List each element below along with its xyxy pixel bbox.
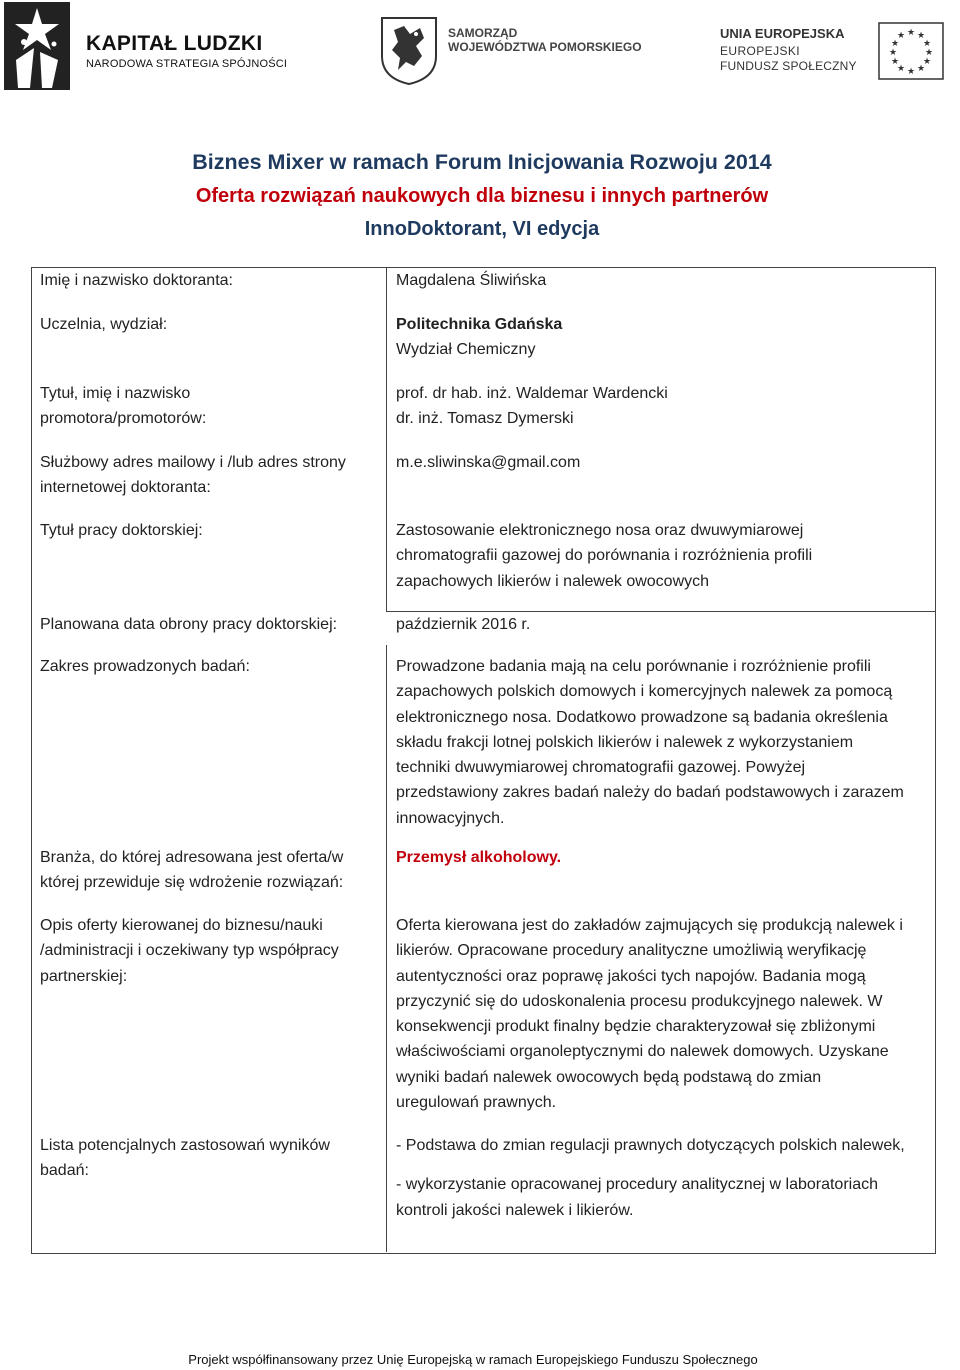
value-line: elektronicznego nosa. Dodatkowo prowadzone są badania określenia [396,708,888,726]
griffin-crest-icon [380,16,438,86]
eu-line1: UNIA EUROPEJSKA [720,26,845,41]
value-line: techniki dwuwymiarowej chromatografii gazowej. Powyżej [396,759,806,777]
value-line: innowacyjnych. [396,809,505,827]
industry-value: Przemysł alkoholowy. [396,849,562,866]
row-value [386,449,936,517]
label-line: której przewiduje się wdrożenie rozwiązań: [40,874,344,892]
svg-text:★: ★ [896,64,906,74]
row-value [386,517,936,611]
label-line: Zakres prowadzonych badań: [40,658,250,675]
label-line: Tytuł, imię i nazwisko [40,385,191,402]
value-line: przedstawiony zakres badań należy do badań podstawowych i zarazem [396,784,904,802]
value-line: Wydział Chemiczny [396,341,536,359]
kapital-ludzki-subtitle: NARODOWA STRATEGIA SPÓJNOŚCI [86,58,288,70]
value-line: autentyczności oraz poprawę jakości tych napojów. Badania mogą [396,967,866,985]
svg-text:★: ★ [888,48,898,58]
table-row [31,1131,936,1252]
label-line: promotora/promotorów: [40,410,207,428]
svg-text:★: ★ [896,31,906,41]
row-label [31,449,386,517]
row-label [31,311,386,380]
label-line: Branża, do której adresowana jest oferta/w [40,849,344,866]
row-value [386,645,936,841]
row-label [31,910,386,1131]
table-row [31,517,936,611]
row-label [31,267,386,311]
table-row [31,311,936,380]
value-line: - wykorzystanie opracowanej procedury analitycznej w laboratoriach [396,1176,879,1194]
value-line: likierów. Opracowane procedury analityczne umożliwią weryfikację [396,942,867,960]
value-line: właściwościami organoleptycznymi do nalewek domowych. Uzyskane [396,1043,889,1061]
label-line: Lista potencjalnych zastosowań wyników [40,1137,330,1154]
footer-note: Projekt współfinansowany przez Unię Europejską w ramach Europejskiego Funduszu Społecznego [188,1352,758,1367]
university-name: Politechnika Gdańska [396,316,563,333]
table-row [31,910,936,1131]
samorzad-line2: WOJEWÓDZTWA POMORSKIEGO [448,40,642,54]
svg-text:★: ★ [906,28,916,38]
row-label [31,611,386,645]
label-line: Planowana data obrony pracy doktorskiej: [40,616,338,633]
spacer [396,1158,926,1172]
table-row [31,380,936,449]
document-subtitle: Oferta rozwiązań naukowych dla biznesu i innych partnerów [195,185,769,207]
svg-text:★: ★ [916,64,926,74]
label-line: Uczelnia, wydział: [40,316,168,333]
document-heading [0,146,960,244]
table-row [31,449,936,517]
row-label [31,645,386,841]
row-value [386,841,936,910]
email-link[interactable]: m.e.sliwinska@gmail.com [396,454,581,471]
row-value [386,380,936,449]
label-line: Opis oferty kierowanej do biznesu/nauki [40,917,323,934]
row-value [386,311,936,380]
value-line: wyniki badań nalewek owocowych będą podstawą do zmian [396,1068,822,1086]
label-line: partnerskiej: [40,967,128,985]
row-value [386,611,936,645]
value-line: dr. inż. Tomasz Dymerski [396,410,574,428]
value-line: Oferta kierowana jest do zakładów zajmujących się produkcją nalewek i [396,917,903,934]
value-line: Prowadzone badania mają na celu porównanie i rozróżnienie profili [396,658,871,675]
row-value [386,267,936,311]
value-line: chromatografii gazowej do porównania i rozróżnienia profili [396,547,813,565]
label-line: /administracji i oczekiwany typ współpracy [40,942,339,960]
eu-line2: EUROPEJSKI [720,44,801,58]
document-edition: InnoDoktorant, VI edycja [364,218,600,240]
table-row [31,611,936,645]
value-line: składu frakcji lotnej polskich likierów i nalewek z wykorzystaniem [396,733,854,751]
table-row [31,267,936,311]
svg-text:★: ★ [890,39,900,49]
row-label [31,841,386,910]
label-line: Imię i nazwisko doktoranta: [40,272,233,289]
svg-text:★: ★ [906,67,916,77]
eu-logo [712,22,952,82]
label-line: Tytuł pracy doktorskiej: [40,522,203,539]
kapital-ludzki-title: KAPITAŁ LUDZKI [86,32,263,55]
value-line: Magdalena Śliwińska [396,272,547,289]
label-line: Służbowy adres mailowy i /lub adres strony [40,454,346,471]
value-line: kontroli jakości nalewek i likierów. [396,1201,634,1219]
label-line: badań: [40,1162,89,1180]
samorzad-logo [380,16,642,88]
value-line: prof. dr hab. inż. Waldemar Wardencki [396,385,668,402]
svg-text:★: ★ [890,57,900,67]
eu-flag-icon [878,22,944,80]
value-line: konsekwencji produkt finalny będzie charakteryzował się zbliżonymi [396,1018,876,1036]
value-line: - Podstawa do zmian regulacji prawnych dotyczących polskich nalewek, [396,1137,905,1154]
kapital-ludzki-emblem-icon [4,2,70,90]
row-label [31,380,386,449]
samorzad-line1: SAMORZĄD [448,26,518,40]
row-value [386,910,936,1131]
eu-line3: FUNDUSZ SPOŁECZNY [720,59,857,73]
info-table [31,267,936,1252]
value-line: uregulowań prawnych. [396,1094,557,1112]
value-line: Zastosowanie elektronicznego nosa oraz dwuwymiarowej [396,522,804,539]
document-title: Biznes Mixer w ramach Forum Inicjowania Rozwoju 2014 [192,150,772,174]
svg-text:★: ★ [922,57,932,67]
value-line: przyczynić się do udoskonalenia procesu produkcyjnego nalewek. W [396,992,883,1010]
svg-text:★: ★ [924,48,934,58]
row-label [31,1131,386,1252]
logo-bar [0,0,960,95]
table-row [31,645,936,841]
value-line: październik 2016 r. [396,616,531,633]
svg-text:★: ★ [922,39,932,49]
value-line: zapachowych polskich domowych i komercyjnych nalewek za pomocą [396,683,893,701]
kapital-ludzki-logo [4,2,294,90]
label-line: internetowej doktoranta: [40,479,211,497]
table-row [31,841,936,910]
value-line: zapachowych likierów i nalewek owocowych [396,572,710,590]
svg-text:★: ★ [916,31,926,41]
row-label [31,517,386,611]
row-value [386,1131,936,1252]
